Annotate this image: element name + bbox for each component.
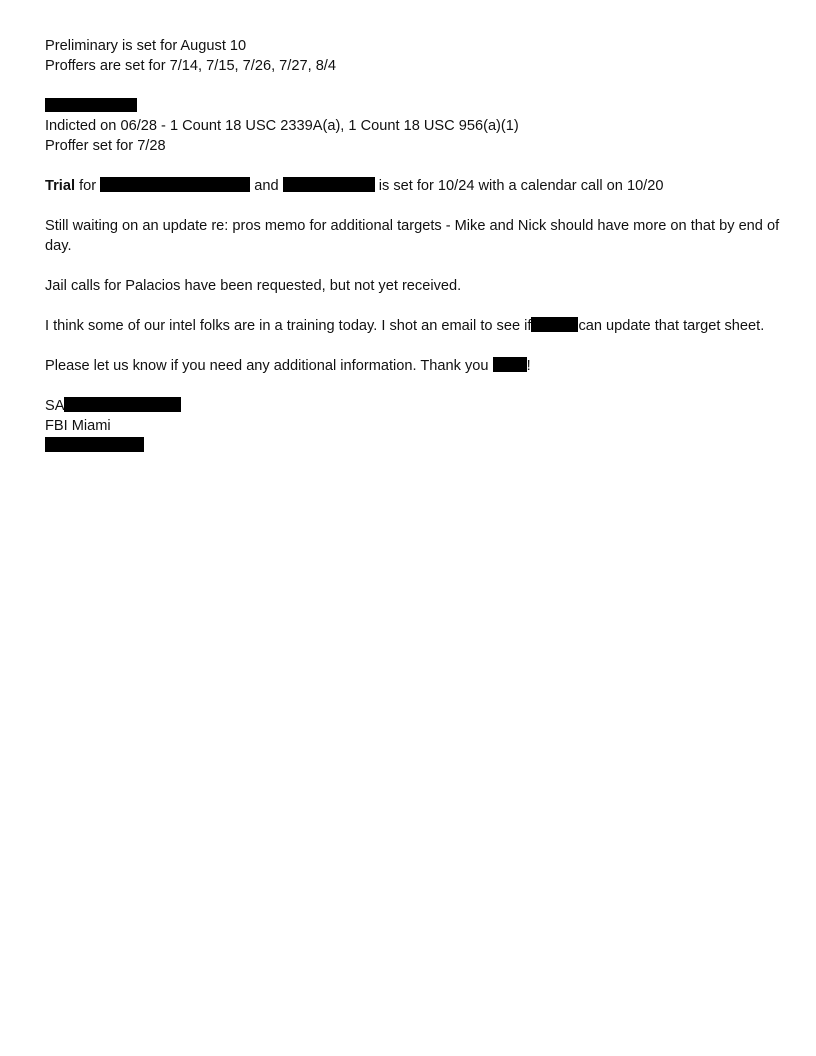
redaction-block bbox=[45, 98, 137, 112]
redaction-block bbox=[493, 357, 527, 372]
signature-office: FBI Miami bbox=[45, 418, 111, 434]
closing-text: Please let us know if you need any additional information. Thank you bbox=[45, 358, 489, 374]
spacer bbox=[45, 296, 785, 316]
closing-exclamation: ! bbox=[526, 358, 531, 374]
signature-contact-line bbox=[45, 436, 785, 456]
trial-date-text: is set for 10/24 with a calendar call on 10/20 bbox=[378, 178, 664, 194]
spacer bbox=[45, 156, 785, 176]
case-header bbox=[45, 96, 785, 116]
signature-name-line bbox=[45, 396, 785, 416]
intel-text-after: can update that target sheet. bbox=[578, 318, 765, 334]
closing-line bbox=[45, 356, 785, 376]
redaction-block bbox=[283, 177, 375, 192]
spacer bbox=[45, 376, 785, 396]
trial-line bbox=[45, 176, 785, 196]
preliminary-line: Preliminary is set for August 10 bbox=[45, 38, 247, 54]
proffer-line: Proffer set for 7/28 bbox=[45, 138, 166, 154]
intel-text-before: I think some of our intel folks are in a training today. I shot an email to see if bbox=[45, 318, 532, 334]
email-body bbox=[45, 36, 785, 456]
redaction-block bbox=[100, 177, 250, 192]
spacer bbox=[45, 76, 785, 96]
update-paragraph: Still waiting on an update re: pros memo for additional targets - Mike and Nick should have more on that by end of day. bbox=[45, 218, 780, 254]
intel-paragraph bbox=[45, 316, 785, 336]
spacer bbox=[45, 336, 785, 356]
redaction-block bbox=[64, 397, 181, 412]
trial-label: Trial bbox=[45, 178, 76, 194]
indictment-line: Indicted on 06/28 - 1 Count 18 USC 2339A(a), 1 Count 18 USC 956(a)(1) bbox=[45, 118, 519, 134]
trial-for-word: for bbox=[79, 178, 97, 194]
redaction-block bbox=[45, 437, 144, 452]
trial-and-word: and bbox=[254, 178, 279, 194]
spacer bbox=[45, 256, 785, 276]
signature-prefix: SA bbox=[45, 398, 65, 414]
proffers-line: Proffers are set for 7/14, 7/15, 7/26, 7/27, 8/4 bbox=[45, 58, 336, 74]
jail-calls-line: Jail calls for Palacios have been requested, but not yet received. bbox=[45, 278, 462, 294]
spacer bbox=[45, 196, 785, 216]
redaction-block bbox=[531, 317, 578, 332]
